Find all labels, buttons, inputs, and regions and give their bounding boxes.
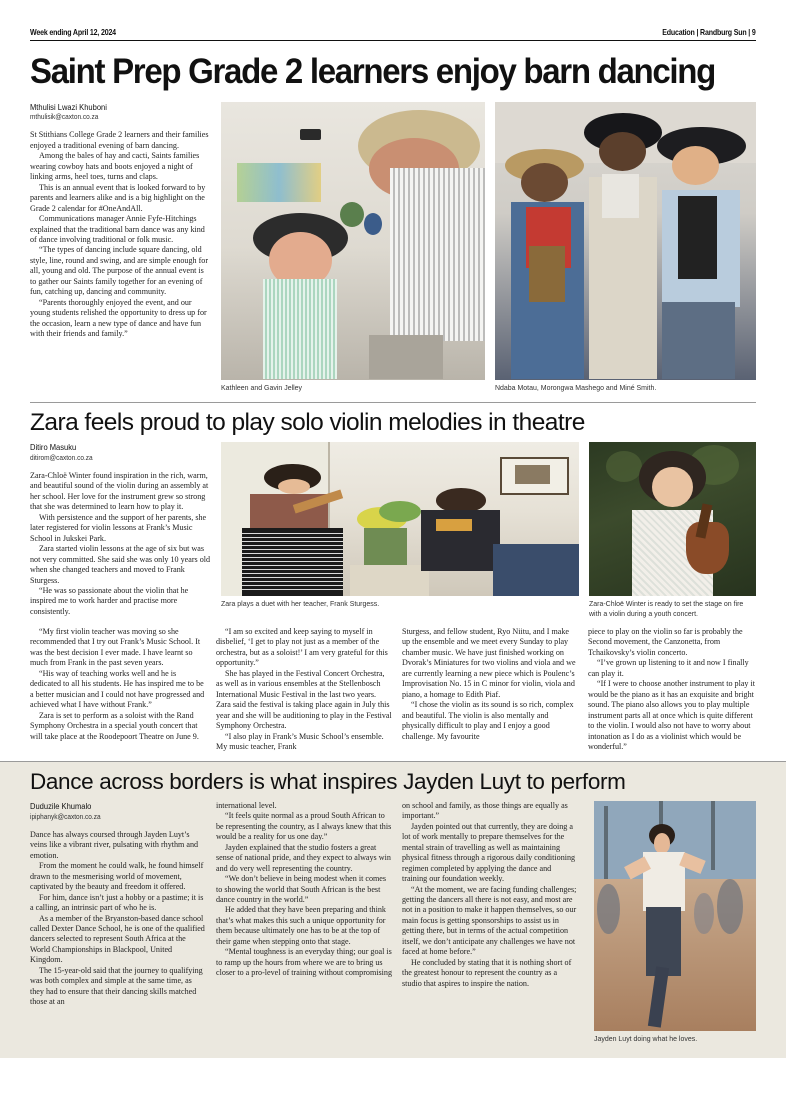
- paragraph: “My first violin teacher was moving so she recommended that I try out Frank’s Music School. It was the best decision I ever made. I have learnt so much from Frank in the past seven years.: [30, 627, 201, 668]
- article-1-photo-a-wrapper: [221, 102, 485, 393]
- article-3-body: [30, 801, 756, 1044]
- paragraph: From the moment he could walk, he found himself drawn to the mesmerising world of movement, captivated by the beauty and freedom it offered.: [30, 861, 204, 892]
- byline-email: ipiphanyk@caxton.co.za: [30, 811, 101, 821]
- article-2-column-3: [402, 627, 578, 752]
- photo-kathleen-and-gavin-jelley: [221, 102, 485, 380]
- paragraph: He added that they have been preparing and think that’s what makes this such a unique opportunity for them because ultimately one has to be at the top of their game when stepping onto that stage.: [216, 905, 386, 946]
- article-3-head: [30, 771, 756, 794]
- paragraph: “His way of teaching works well and he is dedicated to all his students. He has inspired me to be a better musician and I could not have progressed and achieved what I have without Frank.”: [30, 668, 205, 710]
- article-2-caption-b: Zara-Chloë Winter is ready to set the stage on fire with a violin during a youth concert.: [589, 599, 744, 618]
- article-3-column-3: [402, 801, 578, 1044]
- article-2: [30, 403, 756, 753]
- paragraph: Zara is set to perform as a soloist with the Rand Symphony Orchestra in a special youth concert that will take place at the Roodepoort Theatre on June 9.: [30, 710, 199, 741]
- paragraph: “At the moment, we are facing funding challenges; getting the dancers all there is not easy, and most are not in a position to make it happen themselves, so our main focus is getting sponsorships to assist us in getting there, but in terms of the actual competition itself, we don’t anticipate any challenges we have not faced at home before.”: [402, 884, 577, 957]
- article-1-text-column: [30, 102, 211, 393]
- paragraph: “Mental toughness is an everyday thing; our goal is to ramp up the hours from where we are to bring us closer to a pro-level of training without compromising: [216, 947, 392, 978]
- paragraph: Zara started violin lessons at the age of six but was not very committed. She said she was only 10 years old when she changed teachers and moved to Frank Sturgess.: [30, 544, 211, 585]
- paragraph: As a member of the Bryanston-based dance school called Dexter Dance School, he is one of the qualified dancers selected to represent South Africa at the World Championships in Blackpool, United Kingdom.: [30, 913, 205, 965]
- article-3-caption: Jayden Luyt doing what he loves.: [594, 1033, 698, 1043]
- photo-zara-duet-with-teacher: [221, 442, 579, 596]
- masthead-date: Week ending April 12, 2024: [30, 28, 116, 37]
- paragraph: This is an annual event that is looked forward to by parents and learners alike and is a big highlight on the Grade 2 calendar for #OneAndAll.: [30, 182, 206, 213]
- paragraph: piece to play on the violin so far is probably the Second movement, the Canzonetta, from Tchaikovsky’s violin concerto.: [588, 627, 743, 657]
- byline-email: mthulisik@caxton.co.za: [30, 112, 99, 122]
- article-3: [0, 761, 786, 1058]
- article-2-intro-column: [30, 442, 211, 619]
- paragraph: Jayden pointed out that currently, they are doing a lot of work mentally to prepare themselves for the mental strain of travelling as well as maintaining physical fitness through a rigorous daily conditioning regimen completed by applying the dance and training our foundation weekly.: [402, 821, 576, 884]
- article-2-headline: Zara feels proud to play solo violin melodies in theatre: [30, 408, 585, 436]
- paragraph: He concluded by stating that it is nothing short of the greatest honour to represent the country as a studio that aspires to inspire the nation.: [402, 957, 572, 988]
- photo-zara-chloe-winter-portrait: [589, 442, 756, 596]
- article-2-column-2: [216, 627, 392, 752]
- byline-name: Duduzile Khumalo: [30, 800, 92, 811]
- article-1-caption-b: Ndaba Motau, Morongwa Mashego and Miné Smith.: [495, 382, 657, 392]
- paragraph: “I am so excited and keep saying to myself in disbelief, ‘I get to play not just as a member of the orchestra, but as a soloist!’ I am very grateful for this opportunity.”: [216, 627, 388, 668]
- article-2-caption-a: Zara plays a duet with her teacher, Frank Sturgess.: [221, 599, 380, 608]
- paragraph: Among the bales of hay and cacti, Saints families wearing cowboy hats and boots enjoyed a night of linking arms, heel toes, turns and claps.: [30, 151, 200, 182]
- paragraph: The 15-year-old said that the journey to qualifying was both complex and simple at the same time, as they had to ensure that their dancing skills matched those at an: [30, 965, 203, 1007]
- photo-ndaba-morongwa-mine: [495, 102, 756, 380]
- paragraph: “If I were to choose another instrument to play it would be the piano as it has an exquisite and bright sound. The piano also allows you to play multiple instrument parts all at once which is quite different to the violin. I would also not have to worry about intonation as I do as a violinist which would be wonderful.”: [588, 679, 756, 751]
- paragraph: “I’ve grown up listening to it and now I finally can play it.: [588, 658, 749, 678]
- paragraph: “It feels quite normal as a proud South African to be representing the country, as I always knew that this would be a reality for us one day.”: [216, 811, 392, 842]
- article-2-photo-a-wrapper: [221, 442, 579, 619]
- byline-name: Ditiro Masuku: [30, 442, 77, 452]
- article-2-byline: [30, 442, 189, 462]
- article-3-column-2: [216, 801, 392, 1044]
- paragraph: “Parents thoroughly enjoyed the event, and our young students relished the opportunity to dress up for the occasion, learn a new type of dance and have fun with their friends and family.”: [30, 297, 207, 339]
- article-2-photo-b-wrapper: [589, 442, 756, 619]
- paragraph: With persistence and the support of her parents, she later registered for violin lessons at Frank’s Music School in Jukskei Park.: [30, 512, 207, 543]
- article-1-photos: [221, 102, 756, 393]
- article-3-headline: Dance across borders is what inspires Jayden Luyt to perform: [30, 769, 626, 795]
- article-1: [30, 102, 756, 393]
- paragraph: For him, dance isn’t just a hobby or a pastime; it is a calling, an intrinsic part of who he is.: [30, 892, 204, 913]
- paragraph: Zara-Chloë Winter found inspiration in the rich, warm, and beautiful sound of the violin during an assembly at her school. Her love for the instrument grew so strong that she was determined to learn how to play it.: [30, 470, 209, 512]
- paragraph: international level.: [216, 800, 277, 810]
- masthead: [30, 0, 756, 41]
- article-2-top: [30, 442, 756, 619]
- article-3-byline: [30, 801, 185, 821]
- paragraph: “I chose the violin as its sound is so rich, complex and beautiful. The violin is also mentally and physically difficult to play and I enjoy a good challenge. My favourite: [402, 700, 574, 741]
- masthead-section: Education | Randburg Sun | 9: [662, 28, 756, 37]
- paragraph: Communications manager Annie Fyfe-Hitchings explained that the traditional barn dance was any kind of dance involving traditional or folk music.: [30, 214, 205, 245]
- article-2-columns: [30, 627, 756, 752]
- paragraph: “I also play in Frank’s Music School’s ensemble. My music teacher, Frank: [216, 731, 384, 751]
- paragraph: Sturgess, and fellow student, Ryo Niitu, and I make up the ensemble and we meet every Sunday to play chamber music. We have just finished working on Dvorak’s Miniatures for two violins and viola and we are currently learning a new piece which is Poulenc’s Improvisation No. 15 in C minor for violin, viola and piano, a homage to Edith Piaf.: [402, 627, 576, 699]
- paragraph: “He was so passionate about the violin that he inspired me to work harder and practise more consistently.: [30, 585, 189, 616]
- article-1-caption-a: Kathleen and Gavin Jelley: [221, 382, 303, 392]
- paragraph: “We don’t believe in being modest when it comes to showing the world that South African is the best dance country in the world.”: [216, 874, 387, 905]
- article-2-column-1: [30, 627, 206, 752]
- article-1-headline: Saint Prep Grade 2 learners enjoy barn dancing: [30, 51, 716, 91]
- article-3-column-1: [30, 801, 206, 1044]
- article-3-photo-wrapper: [594, 801, 756, 1044]
- paragraph: Jayden explained that the studio fosters a great sense of national pride, and they expect to always win and do very well representing the country.: [216, 842, 391, 873]
- article-1-photo-b-wrapper: [495, 102, 756, 393]
- article-2-column-4: [588, 627, 756, 752]
- photo-jayden-luyt-dancing: [594, 801, 756, 1031]
- paragraph: “The types of dancing include square dancing, old style, line, round and swing, and are simple enough for all, young and old. The purpose of the annual event is to gather our Saints family together for an evening of fun, catching up, dancing and community.: [30, 245, 209, 297]
- article-1-byline: [30, 102, 189, 122]
- paragraph: She has played in the Festival Concert Orchestra, as well as in various ensembles at the Stellenbosch International Music Festival in the last two years. Zara said the festival is taking place again in July this year and she will be auditioning to play in the Festival Symphony Orchestra.: [216, 668, 392, 731]
- byline-name: Mthulisi Lwazi Khuboni: [30, 101, 107, 112]
- paragraph: Dance has always coursed through Jayden Luyt’s veins like a vibrant river, pulsating with rhythm and emotion.: [30, 829, 199, 860]
- byline-email: ditirom@caxton.co.za: [30, 452, 93, 462]
- paragraph: on school and family, as those things are equally as important.”: [402, 800, 568, 821]
- paragraph: St Stithians College Grade 2 learners and their families enjoyed a traditional evening of barn dancing.: [30, 130, 209, 150]
